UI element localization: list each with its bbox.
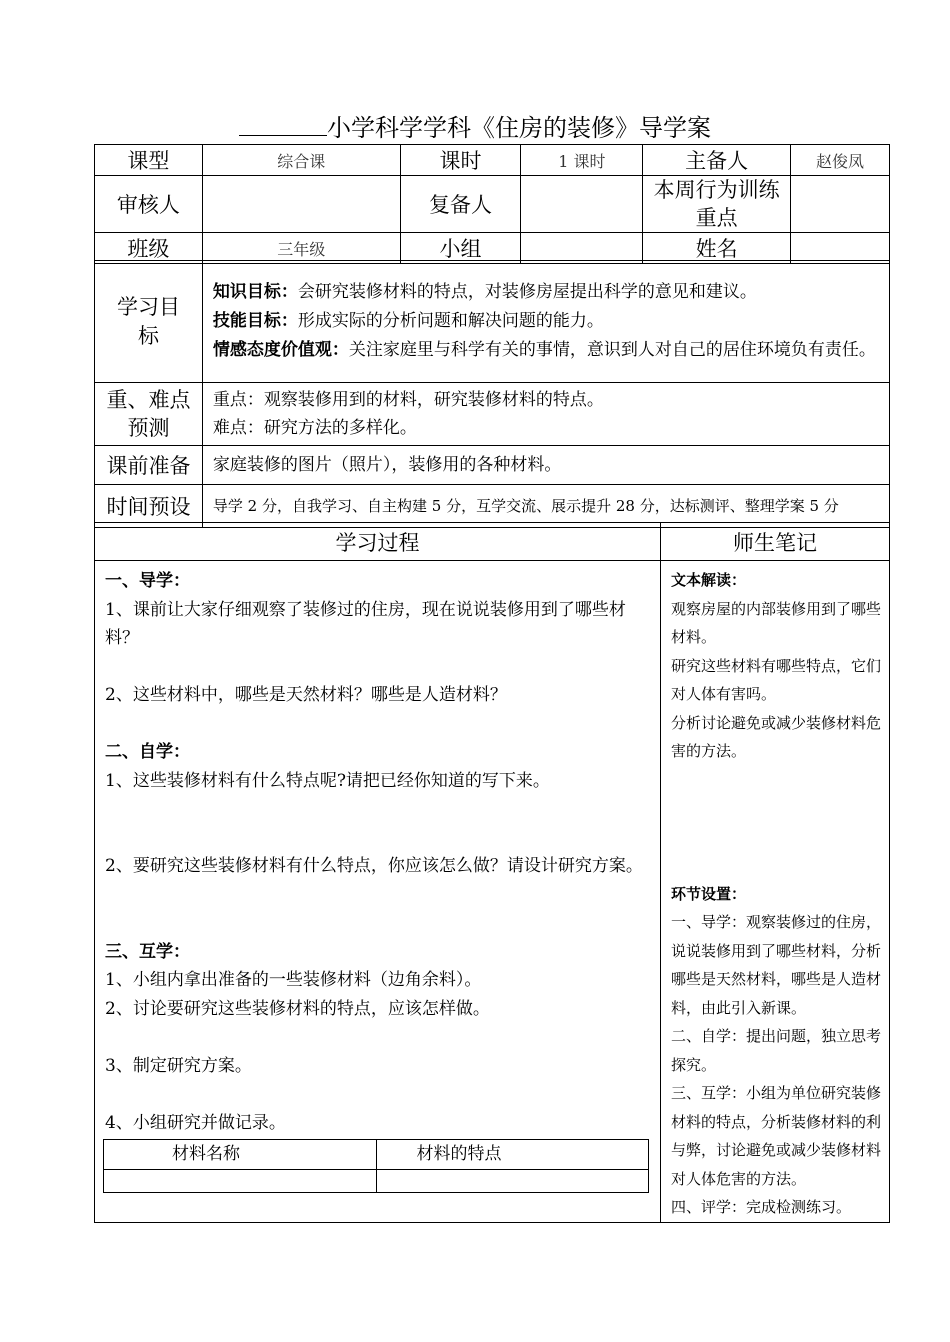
setup-4: 四、评学：完成检测练习。 [670,1198,851,1216]
setup-2: 二、自学：提出问题，独立思考探究。 [670,1027,881,1074]
self-study-question-2: 2、要研究这些装修材料有什么特点，你应该怎么做？请设计研究方案。 [105,856,643,876]
self-study-question-1: 1、这些装修材料有什么特点呢?请把已经你知道的写下来。 [105,770,550,791]
class-value: 三年级 [202,233,400,264]
material-feature-header: 材料的特点 [376,1140,648,1170]
name-label: 姓名 [643,233,791,264]
difficulty-point: 难点：研究方法的多样化。 [212,418,417,438]
text-reading-2: 研究这些材料有哪些特点，它们对人体有害吗。 [670,656,881,703]
text-reading-3: 分析讨论避免或减少装修材料危害的方法。 [670,713,881,760]
emotion-objective: 情感态度价值观：关注家庭里与科学有关的事情，意识到人对自己的居住环境负有责任。 [212,340,876,360]
text-reading-heading: 文本解读： [670,571,746,589]
class-hours-value: 1 课时 [521,145,643,176]
mutual-study-heading: 三、互学： [105,941,190,962]
objectives-label: 学习目标 [95,261,203,383]
setup-3: 三、互学：小组为单位研究装修材料的特点，分析装修材料的利与弊，讨论避免或减少装修材料对人体危害的方法。 [670,1084,881,1188]
class-label: 班级 [95,233,203,264]
process-table [94,522,890,1223]
materials-record-table [103,1139,649,1193]
title-text: 小学科学学科《住房的装修》导学案 [327,114,711,142]
notes-content [660,561,889,1223]
reviewer-value [202,176,400,233]
course-type-label: 课型 [95,145,203,176]
material-name-header: 材料名称 [104,1140,377,1170]
guide-heading: 一、导学： [105,571,190,591]
mutual-step-4: 4、小组研究并做记录。 [105,1112,286,1133]
mutual-step-2: 2、讨论要研究这些装修材料的特点，应该怎样做。 [105,998,490,1019]
process-header: 学习过程 [95,523,661,561]
knowledge-objective: 知识目标：会研究装修材料的特点，对装修房屋提出科学的意见和建议。 [212,282,757,302]
text-reading-1: 观察房屋的内部装修用到了哪些材料。 [670,599,881,646]
key-points-label: 重、难点预测 [95,383,203,446]
mutual-step-3: 3、制定研究方案。 [105,1055,252,1076]
process-content [95,561,661,1223]
key-point: 重点：观察装修用到的材料，研究装修材料的特点。 [212,390,604,410]
guide-question-2: 2、这些材料中，哪些是天然材料？哪些是人造材料？ [105,685,507,705]
name-value [791,233,890,264]
lesson-info-table [94,144,890,264]
group-label: 小组 [400,233,521,264]
self-study-heading: 二、自学： [105,742,190,762]
time-plan-label: 时间预设 [95,485,203,528]
course-type-value: 综合课 [202,145,400,176]
co-preparer-label: 复备人 [400,176,521,233]
objectives-content [202,261,889,383]
skill-objective: 技能目标：形成实际的分析问题和解决问题的能力。 [212,311,604,331]
page-title [0,113,950,143]
title-blank-line [239,113,327,136]
guide-question-1: 1、课前让大家仔细观察了装修过的住房，现在说说装修用到了哪些材料？ [105,599,626,648]
setup-heading: 环节设置： [670,884,746,903]
preparation-text: 家庭装修的图片（照片），装修用的各种材料。 [202,446,889,485]
weekly-focus-label: 本周行为训练重点 [643,176,791,233]
material-feature-cell[interactable] [376,1169,648,1192]
time-plan-text: 导学 2 分，自我学习、自主构建 5 分，互学交流、展示提升 28 分，达标测评、整理学案 5 分 [202,485,889,528]
group-value [521,233,643,264]
reviewer-label: 审核人 [95,176,203,233]
objectives-table [94,260,890,528]
mutual-step-1: 1、小组内拿出准备的一些装修材料（边角余料）。 [105,970,482,990]
notes-header: 师生笔记 [660,523,889,561]
setup-1: 一、导学：观察装修过的住房，说说装修用到了哪些材料，分析哪些是天然材料，哪些是人造材料，由此引入新课。 [670,913,881,1017]
weekly-focus-value [791,176,890,233]
lead-preparer-label: 主备人 [643,145,791,176]
preparation-label: 课前准备 [95,446,203,485]
co-preparer-value [521,176,643,233]
class-hours-label: 课时 [400,145,521,176]
material-name-cell[interactable] [104,1169,377,1192]
key-points-content [202,383,889,446]
lead-preparer-value: 赵俊凤 [791,145,890,176]
